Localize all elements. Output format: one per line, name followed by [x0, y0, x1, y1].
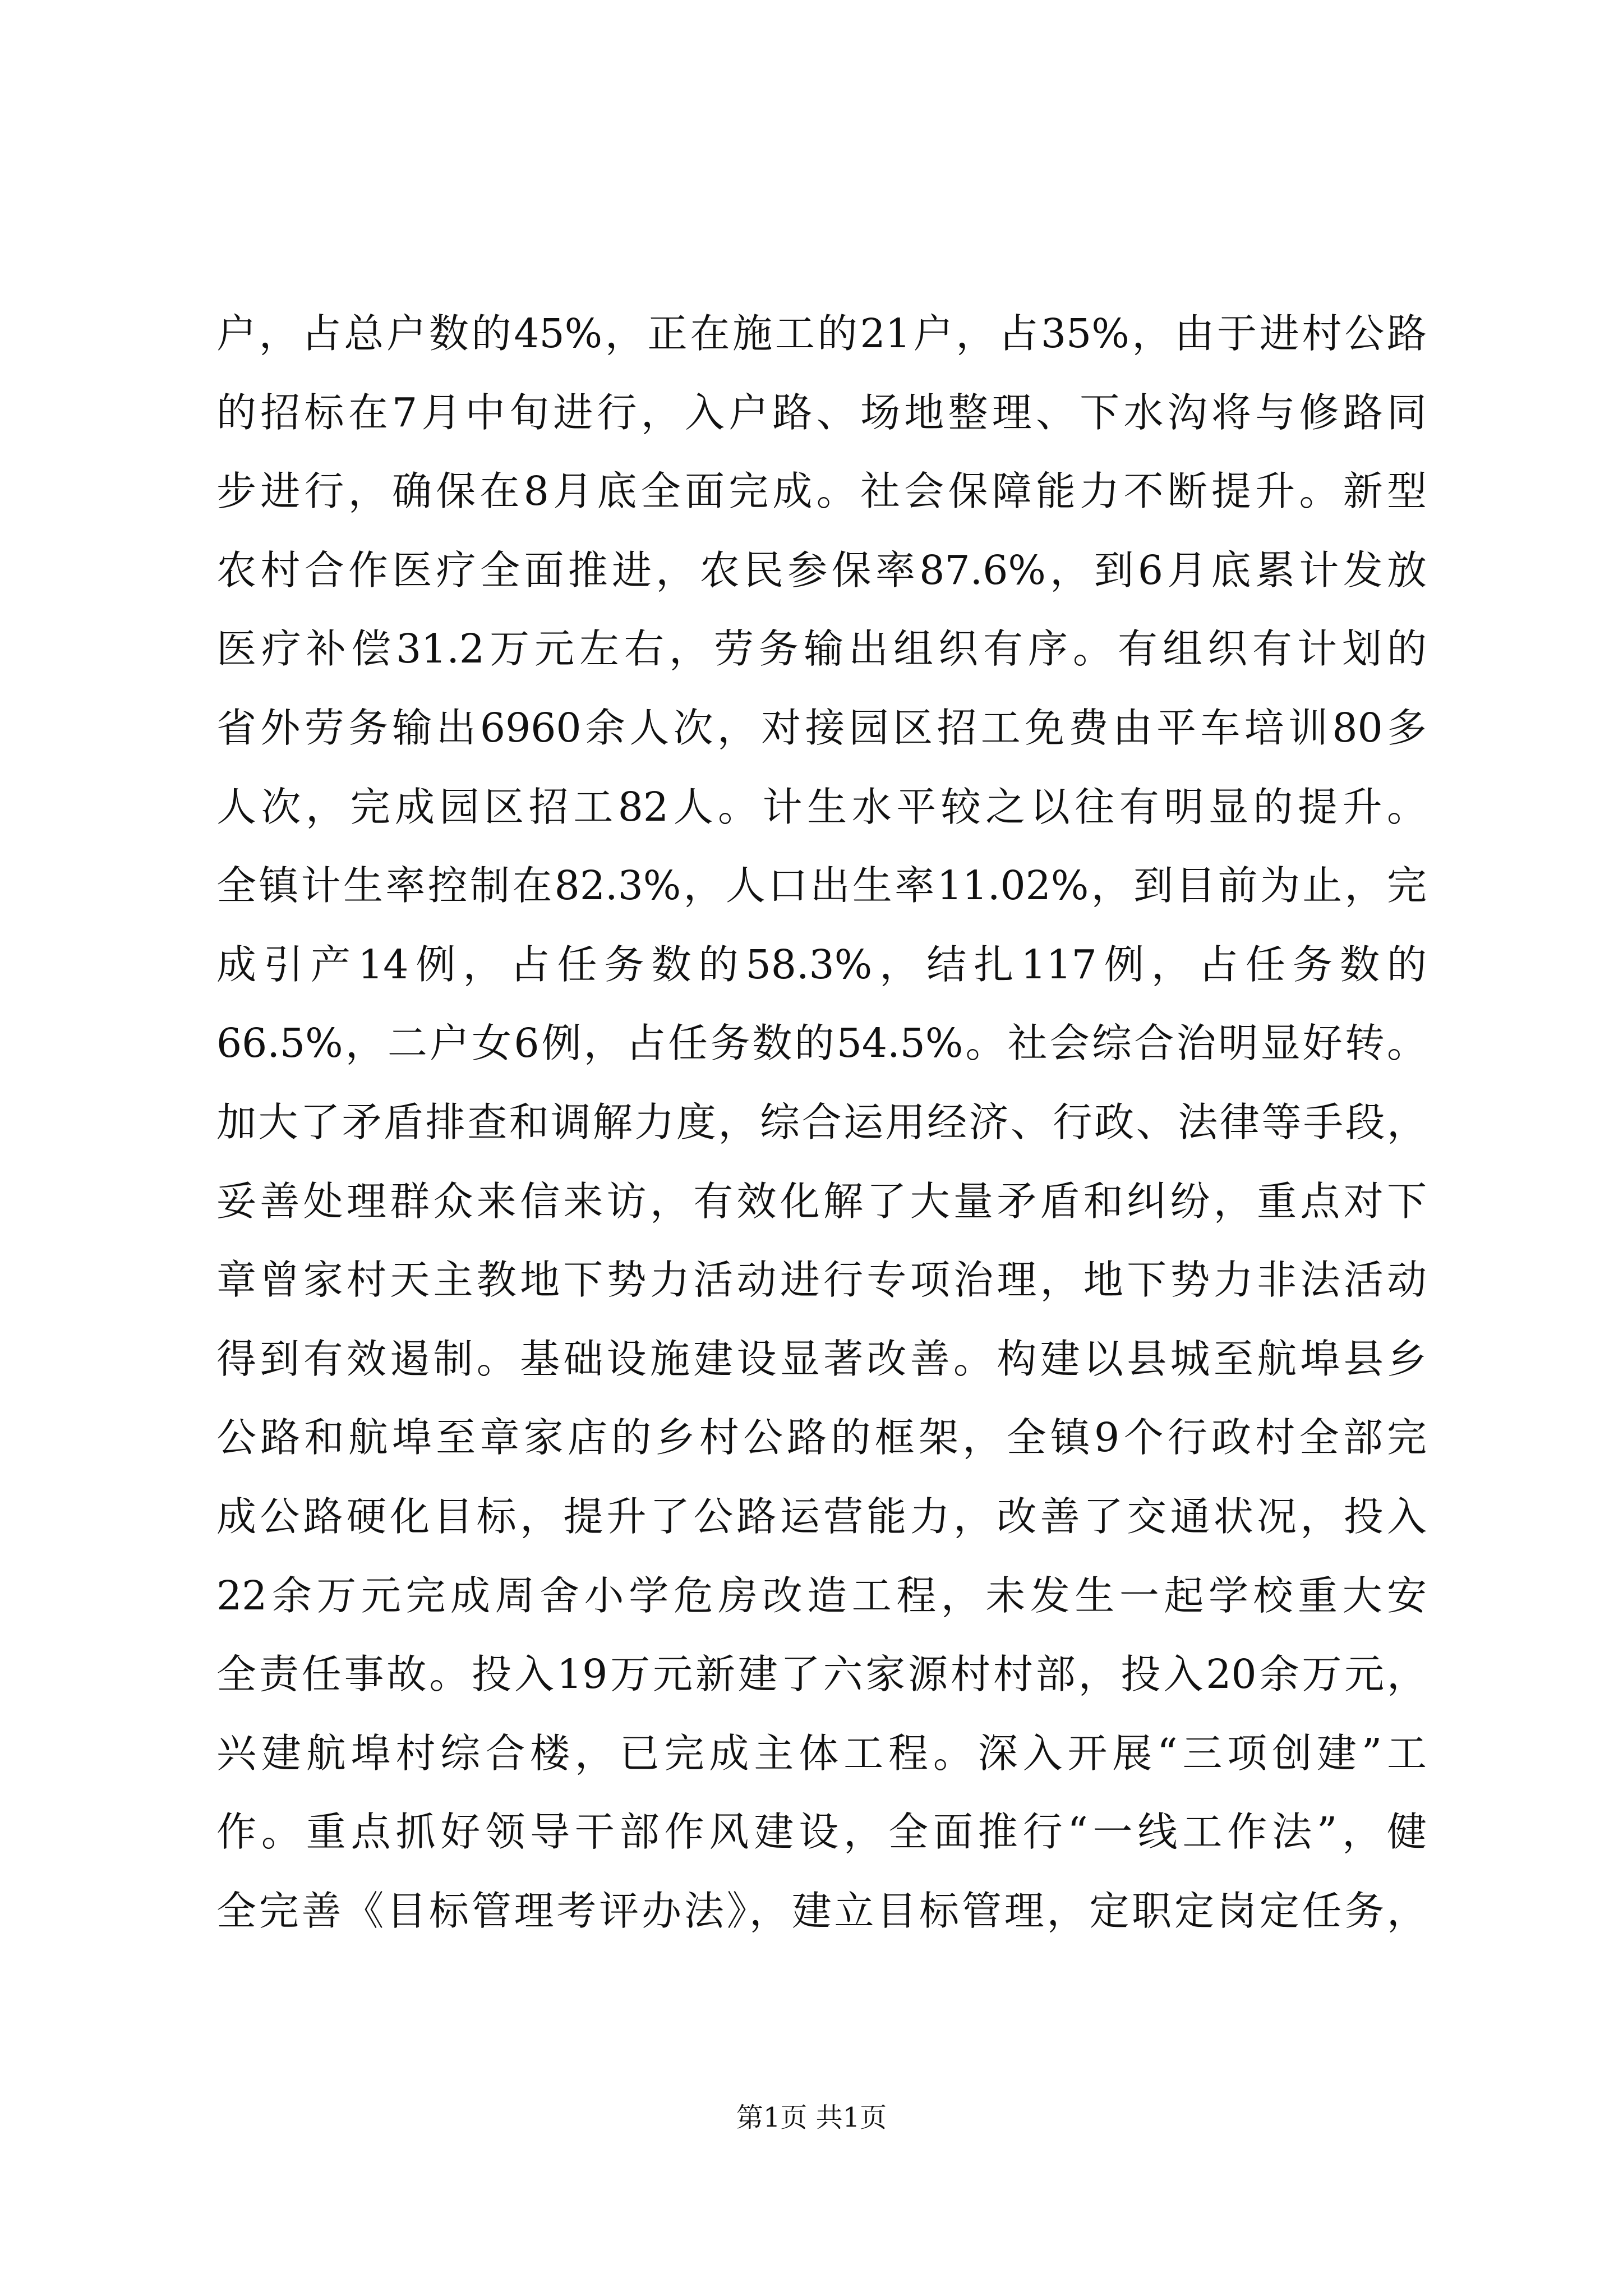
text-line: 得到有效遏制。基础设施建设显著改善。构建以县城至航埠县乡 — [216, 1335, 1427, 1382]
text-line: 兴建航埠村综合楼，已完成主体工程。深入开展“三项创建”工 — [216, 1729, 1427, 1777]
text-line: 妥善处理群众来信来访，有效化解了大量矛盾和纠纷，重点对下 — [216, 1177, 1427, 1225]
text-line: 全镇计生率控制在82.3%，人口出生率11.02%，到目前为止，完 — [216, 862, 1427, 909]
text-line: 农村合作医疗全面推进，农民参保率87.6%，到6月底累计发放 — [216, 546, 1427, 593]
text-line: 全完善《目标管理考评办法》，建立目标管理，定职定岗定任务， — [216, 1887, 1427, 1934]
text-line: 加大了矛盾排查和调解力度，综合运用经济、行政、法律等手段， — [216, 1098, 1427, 1145]
text-line: 作。重点抓好领导干部作风建设，全面推行“一线工作法”，健 — [216, 1809, 1427, 1856]
text-line: 医疗补偿31.2万元左右，劳务输出组织有序。有组织有计划的 — [216, 625, 1427, 673]
text-line: 章曾家村天主教地下势力活动进行专项治理，地下势力非法活动 — [216, 1257, 1427, 1304]
text-line: 的招标在7月中旬进行，入户路、场地整理、下水沟将与修路同 — [216, 389, 1427, 436]
text-line: 成公路硬化目标，提升了公路运营能力，改善了交通状况，投入 — [216, 1493, 1427, 1540]
text-line: 22余万元完成周舍小学危房改造工程，未发生一起学校重大安 — [216, 1572, 1427, 1619]
text-line: 户，占总户数的45%，正在施工的21户，占35%，由于进村公路 — [216, 310, 1427, 357]
text-line: 全责任事故。投入19万元新建了六家源村村部，投入20余万元， — [216, 1651, 1427, 1698]
page-number-label: 第1页 共1页 — [736, 2102, 887, 2133]
text-line: 66.5%，二户女6例，占任务数的54.5%。社会综合治明显好转。 — [216, 1020, 1427, 1067]
body-text — [216, 295, 1427, 1950]
text-line: 成引产14例，占任务数的58.3%，结扎117例，占任务数的 — [216, 941, 1427, 988]
text-line: 步进行，确保在8月底全面完成。社会保障能力不断提升。新型 — [216, 468, 1427, 515]
page-footer — [0, 2101, 1623, 2134]
text-line: 人次，完成园区招工82人。计生水平较之以往有明显的提升。 — [216, 783, 1427, 830]
text-line: 公路和航埠至章家店的乡村公路的框架，全镇9个行政村全部完 — [216, 1414, 1427, 1461]
text-line: 省外劳务输出6960余人次，对接园区招工免费由平车培训80多 — [216, 704, 1427, 751]
